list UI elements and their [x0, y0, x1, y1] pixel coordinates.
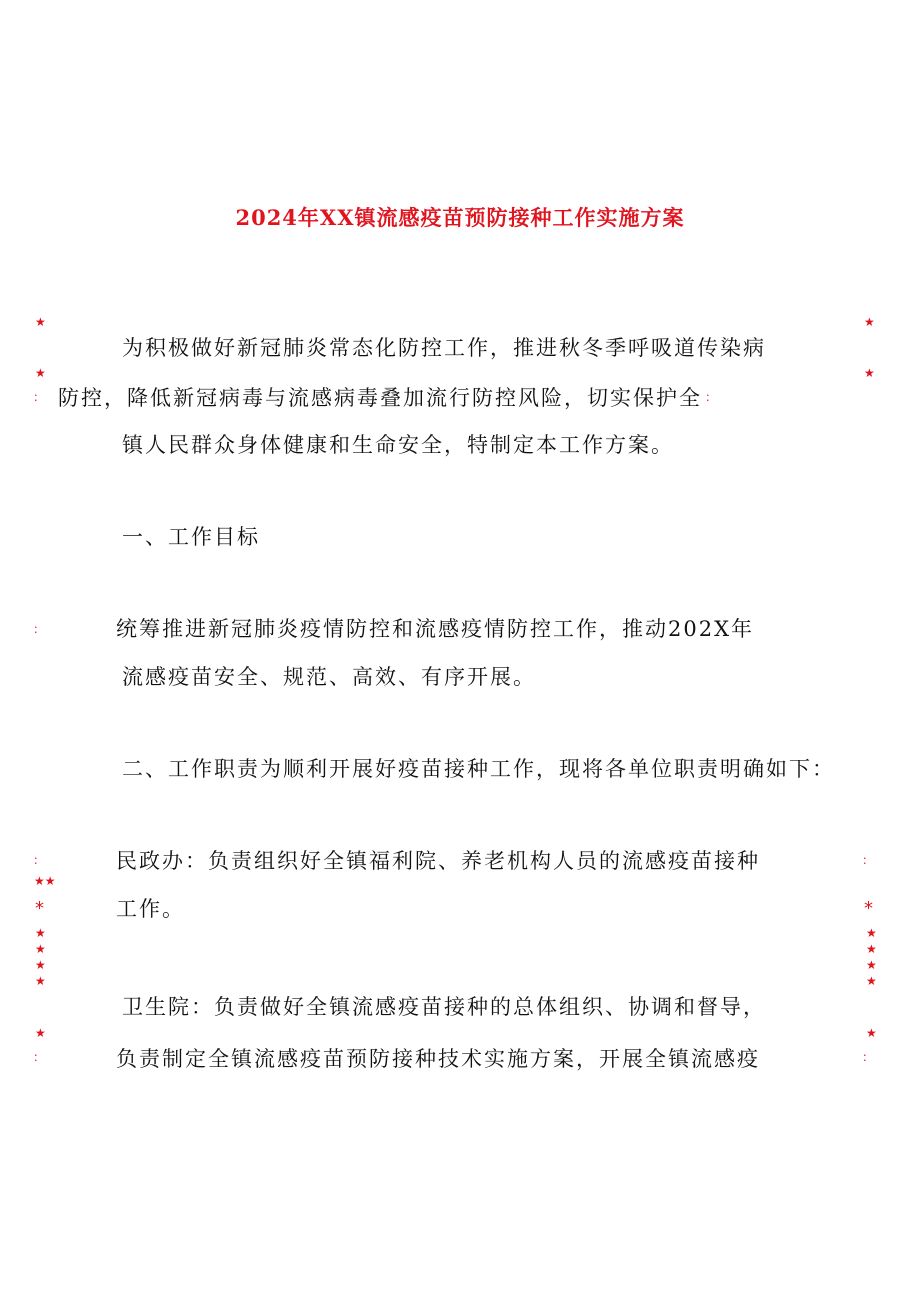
- asterisk-mark: *: [864, 898, 873, 919]
- colon-mark: ：: [33, 853, 46, 867]
- duty-civil-line-2: 工作。: [116, 897, 185, 921]
- asterisk-mark: *: [35, 898, 44, 919]
- colon-mark: ：: [33, 622, 46, 636]
- duty-health-line-1: 卫生院：负责做好全镇流感疫苗接种的总体组织、协调和督导，: [122, 995, 766, 1019]
- star-icon: ★: [35, 315, 46, 329]
- colon-mark: ：: [862, 1050, 875, 1064]
- star-icon: ★: [35, 1026, 46, 1040]
- colon-mark: ：: [33, 1050, 46, 1064]
- intro-line-3: 镇人民群众身体健康和生命安全，特制定本工作方案。: [122, 433, 674, 457]
- intro-line-1: 为积极做好新冠肺炎常态化防控工作，推进秋冬季呼吸道传染病: [122, 336, 766, 360]
- duty-civil-line-1: 民政办：负责组织好全镇福利院、养老机构人员的流感疫苗接种: [116, 849, 760, 873]
- section-2-heading: 二、工作职责为顺利开展好疫苗接种工作，现将各单位职责明确如下：: [122, 757, 835, 781]
- section-1-line-1: 统筹推进新冠肺炎疫情防控和流感疫情防控工作，推动202X年: [116, 617, 755, 641]
- star-icon: ★: [866, 926, 877, 940]
- document-title: 2024年XX镇流感疫苗预防接种工作实施方案: [235, 205, 685, 230]
- star-icon: ★: [866, 942, 877, 956]
- star-icon: ★: [866, 974, 877, 988]
- duty-health-line-2: 负责制定全镇流感疫苗预防接种技术实施方案，开展全镇流感疫: [116, 1047, 760, 1071]
- star-icon: ★: [864, 366, 875, 380]
- star-icon: ★: [35, 958, 46, 972]
- colon-mark: ：: [862, 853, 875, 867]
- star-icon: ★: [35, 926, 46, 940]
- colon-mark: ：: [33, 390, 46, 404]
- star-icon: ★: [35, 366, 46, 380]
- star-icon: ★: [864, 315, 875, 329]
- section-1-heading: 一、工作目标: [122, 525, 260, 549]
- star-icon: ★: [35, 942, 46, 956]
- intro-line-2: 防控，降低新冠病毒与流感病毒叠加流行防控风险，切实保护全: [58, 386, 702, 410]
- section-1-line-2: 流感疫苗安全、规范、高效、有序开展。: [122, 665, 536, 689]
- double-star-icon: ★★: [34, 874, 56, 888]
- star-icon: ★: [35, 974, 46, 988]
- star-icon: ★: [866, 958, 877, 972]
- star-icon: ★: [866, 1026, 877, 1040]
- colon-mark: ：: [705, 390, 718, 404]
